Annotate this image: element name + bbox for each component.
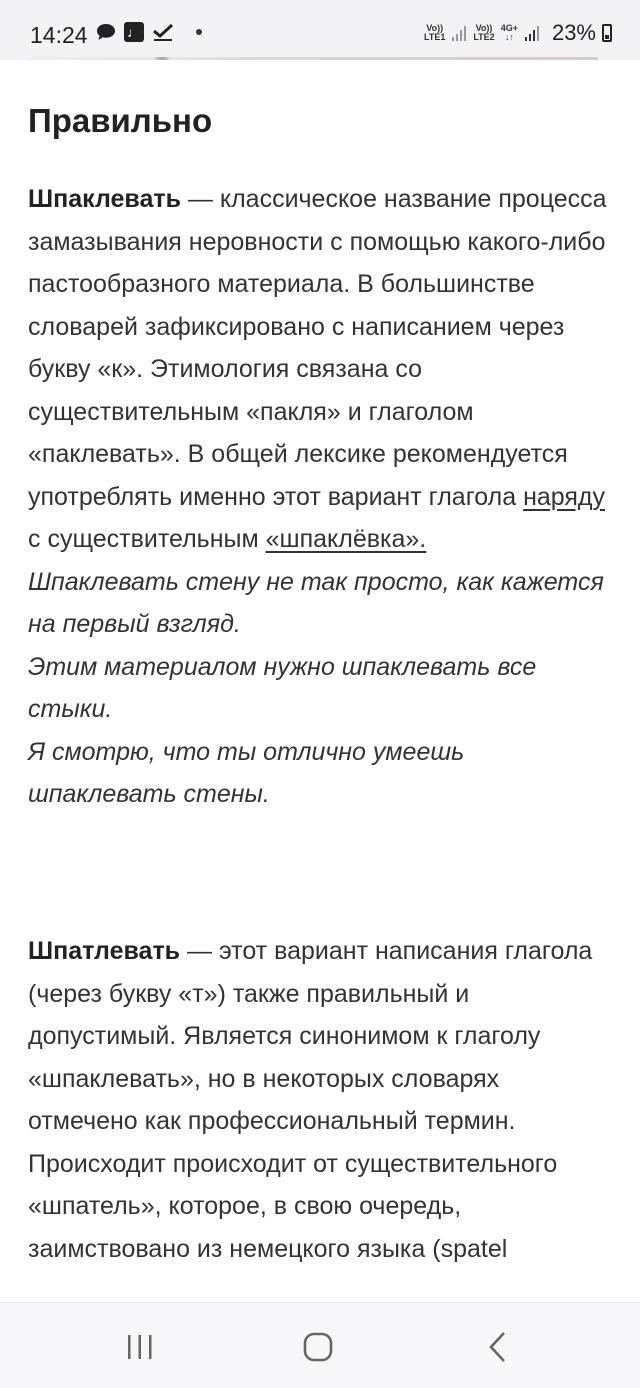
- network-type: 4G+ ↓↑: [500, 23, 518, 42]
- paragraph-shpaklevat: [28, 178, 613, 816]
- back-icon: [486, 1331, 510, 1363]
- signal-icon: [451, 24, 467, 42]
- navigation-bar: [0, 1302, 640, 1388]
- message-icon: [96, 23, 116, 41]
- definition-text-cont: с существительным: [28, 525, 266, 553]
- status-bar: [0, 0, 640, 60]
- definition-text: — классическое название процесса замазывания неровности с помощью какого-либо пастообразного материала. В большинстве словарей зафиксировано с написанием через букву «к». Этимология связана со существительным «пакля» и глаголом «паклевать». В общей лексике рекомендуется употреблять именно этот вариант глагола: [28, 185, 607, 511]
- status-time: 14:24: [30, 22, 88, 48]
- more-notifications-dot: [196, 29, 202, 35]
- sim2-label: Vo)) LTE2: [473, 23, 495, 42]
- term-shpatlevat: Шпатлевать: [28, 937, 181, 965]
- signal-icon: [524, 24, 540, 42]
- example-2: Этим материалом нужно шпаклевать все стыки.: [28, 652, 537, 723]
- check-icon: [152, 23, 174, 41]
- link-shpaklyovka[interactable]: «шпаклёвка».: [265, 525, 427, 553]
- section-title: Правильно: [28, 102, 213, 139]
- sim1-label: Vo)) LTE1: [424, 23, 446, 42]
- battery-icon: [602, 24, 612, 42]
- music-icon: ♩: [124, 22, 144, 42]
- recents-icon: [125, 1333, 155, 1361]
- definition-text-2: — этот вариант написания глагола (через букву «т») также правильный и допустимый. Является синонимом к глаголу «шпаклевать», но в некоторых словарях отмечено как профессиональный термин. Происходит происходит от существительного «шпатель», которое, в свою очередь, заимствовано из немецкого языка (spatel: [28, 937, 593, 1263]
- system-indicators: [424, 20, 612, 46]
- image-edge-divider: [28, 57, 598, 60]
- example-3: Я смотрю, что ты отлично умеешь шпаклевать стены.: [28, 737, 465, 808]
- paragraph-shpatlevat: [28, 930, 613, 1270]
- recents-button[interactable]: [120, 1331, 160, 1363]
- battery-percent: 23%: [551, 20, 596, 45]
- home-button[interactable]: [298, 1331, 338, 1363]
- term-shpaklevat: Шпаклевать: [28, 185, 181, 213]
- back-button[interactable]: [478, 1331, 518, 1363]
- notification-icons: [96, 22, 202, 42]
- home-icon: [302, 1331, 334, 1363]
- link-naryadu[interactable]: наряду: [523, 482, 606, 511]
- example-1: Шпаклевать стену не так просто, как кажется на первый взгляд.: [28, 567, 604, 638]
